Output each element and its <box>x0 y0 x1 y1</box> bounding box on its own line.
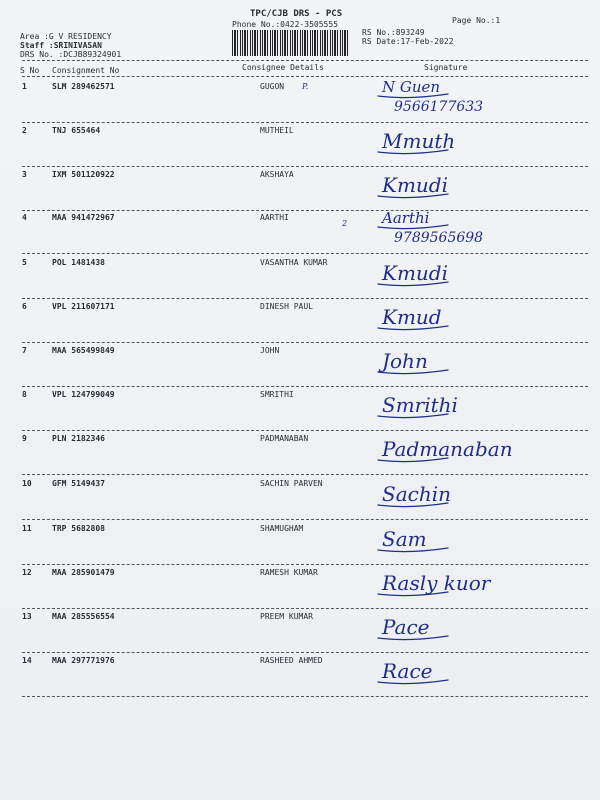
signature-image <box>370 386 530 426</box>
signature-scrawl: Pace <box>382 615 430 639</box>
signature-image <box>370 209 530 249</box>
row-consignment-number: MAA 565499849 <box>52 346 115 355</box>
row-divider <box>22 696 588 697</box>
row-consignment-number: IXM 501120922 <box>52 170 115 179</box>
table-row <box>0 209 600 246</box>
row-consignment-number: MAA 941472967 <box>52 213 115 222</box>
area-field: Area :G V RESIDENCY <box>20 32 112 41</box>
signature-scrawl: Padmanaban <box>382 437 513 461</box>
signature-image <box>370 564 530 604</box>
table-row <box>0 390 600 417</box>
table-row <box>0 346 600 373</box>
row-consignment-number: MAA 297771976 <box>52 656 115 665</box>
row-consignee-name: PREEM KUMAR <box>260 612 313 621</box>
signature-image <box>370 608 530 648</box>
row-sno: 9 <box>22 434 27 443</box>
row-consignment-number: GFM 5149437 <box>52 479 105 488</box>
row-sno: 12 <box>22 568 32 577</box>
table-row <box>0 170 600 197</box>
row-sno: 13 <box>22 612 32 621</box>
table-row <box>0 524 600 551</box>
signature-image <box>370 342 530 382</box>
table-row <box>0 479 600 506</box>
handwritten-annotation: P. <box>302 82 309 91</box>
col-consignment: Consignment No <box>52 66 120 75</box>
signature-scrawl: N Guen <box>382 78 441 96</box>
signature-scrawl: Smrithi <box>382 393 458 417</box>
signature-image <box>370 430 530 470</box>
row-consignee-name: SMRITHI <box>260 390 294 399</box>
signature-scrawl: Kmudi <box>382 261 448 285</box>
row-sno: 6 <box>22 302 27 311</box>
row-consignment-number: MAA 285556554 <box>52 612 115 621</box>
signature-image <box>370 652 530 692</box>
table-row <box>0 78 600 115</box>
row-sno: 1 <box>22 82 27 91</box>
table-row <box>0 434 600 461</box>
row-sno: 11 <box>22 524 32 533</box>
signature-scrawl: Sam <box>382 527 427 551</box>
row-consignee-name: MUTHEIL <box>260 126 294 135</box>
row-consignee-name: VASANTHA KUMAR <box>260 258 328 267</box>
signature-scrawl: Sachin <box>382 482 451 506</box>
rs-date: RS Date:17-Feb-2022 <box>362 37 454 46</box>
signature-image <box>370 78 530 118</box>
drs-number-field: DRS No. :DCJB89324901 <box>20 50 122 59</box>
table-row <box>0 568 600 595</box>
table-row <box>0 258 600 285</box>
row-consignment-number: PLN 2182346 <box>52 434 105 443</box>
col-signature: Signature <box>424 63 468 72</box>
signature-scrawl: Aarthi <box>382 209 430 227</box>
table-row <box>0 612 600 639</box>
signature-scrawl: Kmud <box>382 305 442 329</box>
row-consignee-name: SHAMUGHAM <box>260 524 304 533</box>
row-sno: 7 <box>22 346 27 355</box>
staff-field: Staff :SRINIVASAN <box>20 41 102 50</box>
row-consignment-number: TNJ 655464 <box>52 126 101 135</box>
row-consignment-number: TRP 5682808 <box>52 524 105 533</box>
row-consignee-name: AARTHI <box>260 213 289 222</box>
signature-scrawl: Mmuth <box>382 129 456 153</box>
row-consignee-name: PADMANABAN <box>260 434 309 443</box>
row-consignment-number: VPL 124799049 <box>52 390 115 399</box>
signature-scrawl: John <box>382 349 428 373</box>
row-sno: 2 <box>22 126 27 135</box>
phone-number: Phone No.:0422-3505555 <box>232 20 338 29</box>
signature-image <box>370 520 530 560</box>
signature-image <box>370 475 530 515</box>
row-sno: 3 <box>22 170 27 179</box>
row-consignment-number: VPL 211607171 <box>52 302 115 311</box>
row-consignee-name: SACHIN PARVEN <box>260 479 323 488</box>
row-sno: 4 <box>22 213 27 222</box>
table-row <box>0 126 600 153</box>
signature-image <box>370 166 530 206</box>
row-sno: 14 <box>22 656 32 665</box>
row-consignment-number: MAA 285901479 <box>52 568 115 577</box>
row-consignee-name: DINESH PAUL <box>260 302 313 311</box>
signature-scrawl: Rasly kuor <box>382 571 491 595</box>
table-row <box>0 302 600 329</box>
page-number: Page No.:1 <box>452 16 501 25</box>
row-consignee-name: RAMESH KUMAR <box>260 568 318 577</box>
row-sno: 8 <box>22 390 27 399</box>
handwritten-annotation: 2 <box>342 219 348 228</box>
rs-number: RS No.:893249 <box>362 28 425 37</box>
table-row <box>0 656 600 683</box>
barcode <box>232 30 350 56</box>
col-sno: S No <box>20 66 40 75</box>
row-sno: 5 <box>22 258 27 267</box>
signature-image <box>370 254 530 294</box>
signature-phone: 9789565698 <box>394 230 484 246</box>
signature-image <box>370 298 530 338</box>
signature-scrawl: Race <box>382 659 433 683</box>
signature-phone: 9566177633 <box>394 99 484 115</box>
row-consignment-number: POL 1481438 <box>52 258 105 267</box>
row-consignee-name: JOHN <box>260 346 280 355</box>
row-consignment-number: SLM 289462571 <box>52 82 115 91</box>
row-consignee-name: GUGON <box>260 82 285 91</box>
row-sno: 10 <box>22 479 32 488</box>
signature-scrawl: Kmudi <box>382 173 448 197</box>
header-divider <box>22 60 588 61</box>
row-consignee-name: RASHEED AHMED <box>260 656 323 665</box>
row-consignee-name: AKSHAYA <box>260 170 294 179</box>
col-consignee: Consignee Details <box>242 63 324 72</box>
signature-image <box>370 122 530 162</box>
document-title: TPC/CJB DRS - PCS <box>250 9 343 19</box>
column-divider <box>22 76 588 77</box>
